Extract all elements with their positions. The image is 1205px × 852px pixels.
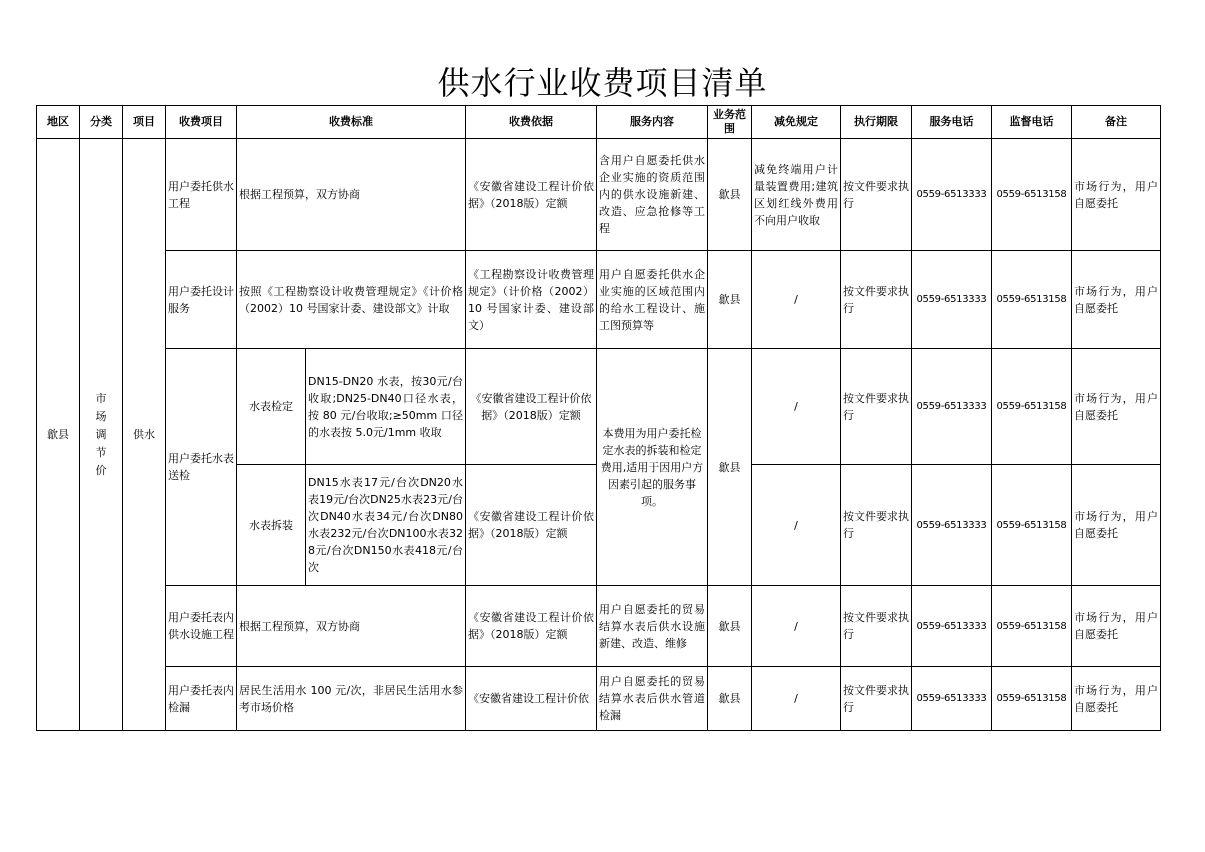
remark-cell: 市场行为，用户自愿委托: [1072, 667, 1161, 731]
supervision-phone-cell: 0559-6513158: [992, 465, 1072, 586]
header-region: 地区: [37, 106, 80, 139]
header-standard: 收费标准: [237, 106, 466, 139]
header-category: 分类: [80, 106, 123, 139]
header-remark: 备注: [1072, 106, 1161, 139]
scope-cell: 歙县: [708, 139, 752, 251]
service-phone-cell: 0559-6513333: [912, 349, 992, 465]
remark-cell: 市场行为，用户自愿委托: [1072, 465, 1161, 586]
scope-cell: 歙县: [708, 586, 752, 667]
header-period: 执行期限: [841, 106, 912, 139]
supervision-phone-cell: 0559-6513158: [992, 251, 1072, 349]
exemption-cell: /: [752, 667, 841, 731]
basis-cell: 《安徽省建设工程计价依据》（2018版）定额: [466, 349, 597, 465]
period-cell: 按文件要求执行: [841, 139, 912, 251]
exemption-cell: /: [752, 586, 841, 667]
table-row: [37, 349, 1161, 465]
supervision-phone-cell: 0559-6513158: [992, 667, 1072, 731]
service-phone-cell: 0559-6513333: [912, 586, 992, 667]
remark-cell: 市场行为，用户自愿委托: [1072, 586, 1161, 667]
table-header-row: [37, 106, 1161, 139]
service-cell: 用户自愿委托的贸易结算水表后供水设施新建、改造、维修: [597, 586, 708, 667]
fee-item-cell: 用户委托表内检漏: [166, 667, 237, 731]
basis-cell: 《工程勘察设计收费管理规定》（计价格（2002）10 号国家计委、建设部文）: [466, 251, 597, 349]
sub-item-cell: 水表检定: [237, 349, 306, 465]
period-cell: 按文件要求执行: [841, 349, 912, 465]
basis-cell: 《安徽省建设工程计价依: [466, 667, 597, 731]
standard-cell: DN15水表17元/台次DN20水表19元/台次DN25水表23元/台次DN40水表34元/台次DN80水表232元/台次DN100水表328元/台次DN150水表418元/台次: [306, 465, 466, 586]
exemption-cell: /: [752, 465, 841, 586]
service-cell: 用户自愿委托供水企业实施的区域范围内的给水工程设计、施工图预算等: [597, 251, 708, 349]
header-service-phone: 服务电话: [912, 106, 992, 139]
basis-cell: 《安徽省建设工程计价依据》（2018版）定额: [466, 465, 597, 586]
header-exemption: 减免规定: [752, 106, 841, 139]
standard-cell: 根据工程预算，双方协商: [237, 139, 466, 251]
supervision-phone-cell: 0559-6513158: [992, 349, 1072, 465]
item-cell: 供水: [123, 139, 166, 731]
service-phone-cell: 0559-6513333: [912, 667, 992, 731]
fee-item-cell: 用户委托供水工程: [166, 139, 237, 251]
sub-item-cell: 水表拆装: [237, 465, 306, 586]
table-row: [37, 139, 1161, 251]
category-cell: [80, 139, 123, 731]
fee-item-cell: 用户委托设计服务: [166, 251, 237, 349]
header-item: 项目: [123, 106, 166, 139]
exemption-cell: 减免终端用户计量装置费用;建筑区划红线外费用不向用户收取: [752, 139, 841, 251]
basis-cell: 《安徽省建设工程计价依据》（2018版）定额: [466, 586, 597, 667]
remark-cell: 市场行为，用户自愿委托: [1072, 251, 1161, 349]
standard-cell: 按照《工程勘察设计收费管理规定》《计价格（2002）10 号国家计委、建设部文》计取: [237, 251, 466, 349]
header-fee-item: 收费项目: [166, 106, 237, 139]
header-basis: 收费依据: [466, 106, 597, 139]
header-supervision-phone: 监督电话: [992, 106, 1072, 139]
period-cell: 按文件要求执行: [841, 465, 912, 586]
standard-cell: DN15-DN20 水表，按30元/台收取;DN25-DN40口径水表，按 80 元/台收取;≥50mm 口径的水表按 5.0元/1mm 收取: [306, 349, 466, 465]
scope-cell: 歙县: [708, 349, 752, 586]
exemption-cell: /: [752, 349, 841, 465]
supervision-phone-cell: 0559-6513158: [992, 586, 1072, 667]
fee-table: [36, 105, 1161, 731]
service-phone-cell: 0559-6513333: [912, 139, 992, 251]
service-phone-cell: 0559-6513333: [912, 251, 992, 349]
remark-cell: 市场行为，用户自愿委托: [1072, 139, 1161, 251]
page-title: 供水行业收费项目清单: [437, 64, 768, 102]
period-cell: 按文件要求执行: [841, 251, 912, 349]
table-row: [37, 586, 1161, 667]
region-cell: 歙县: [37, 139, 80, 731]
header-service: 服务内容: [597, 106, 708, 139]
service-phone-cell: 0559-6513333: [912, 465, 992, 586]
header-scope: 业务范围: [708, 106, 752, 139]
exemption-cell: /: [752, 251, 841, 349]
period-cell: 按文件要求执行: [841, 667, 912, 731]
remark-cell: 市场行为，用户自愿委托: [1072, 349, 1161, 465]
scope-cell: 歙县: [708, 251, 752, 349]
supervision-phone-cell: 0559-6513158: [992, 139, 1072, 251]
fee-item-cell: 用户委托水表送检: [166, 349, 237, 586]
table-row: [37, 251, 1161, 349]
basis-cell: 《安徽省建设工程计价依据》（2018版）定额: [466, 139, 597, 251]
standard-cell: 根据工程预算，双方协商: [237, 586, 466, 667]
service-cell: 含用户自愿委托供水企业实施的资质范围内的供水设施新建、改造、应急抢修等工程: [597, 139, 708, 251]
table-row: [37, 667, 1161, 731]
scope-cell: 歙县: [708, 667, 752, 731]
service-cell: 用户自愿委托的贸易结算水表后供水管道检漏: [597, 667, 708, 731]
standard-cell: 居民生活用水 100 元/次，非居民生活用水参考市场价格: [237, 667, 466, 731]
category-text: 市场调节价: [95, 391, 107, 477]
period-cell: 按文件要求执行: [841, 586, 912, 667]
service-cell: 本费用为用户委托检定水表的拆装和检定费用,适用于因用户方因素引起的服务事项。: [597, 349, 708, 586]
fee-item-cell: 用户委托表内供水设施工程: [166, 586, 237, 667]
